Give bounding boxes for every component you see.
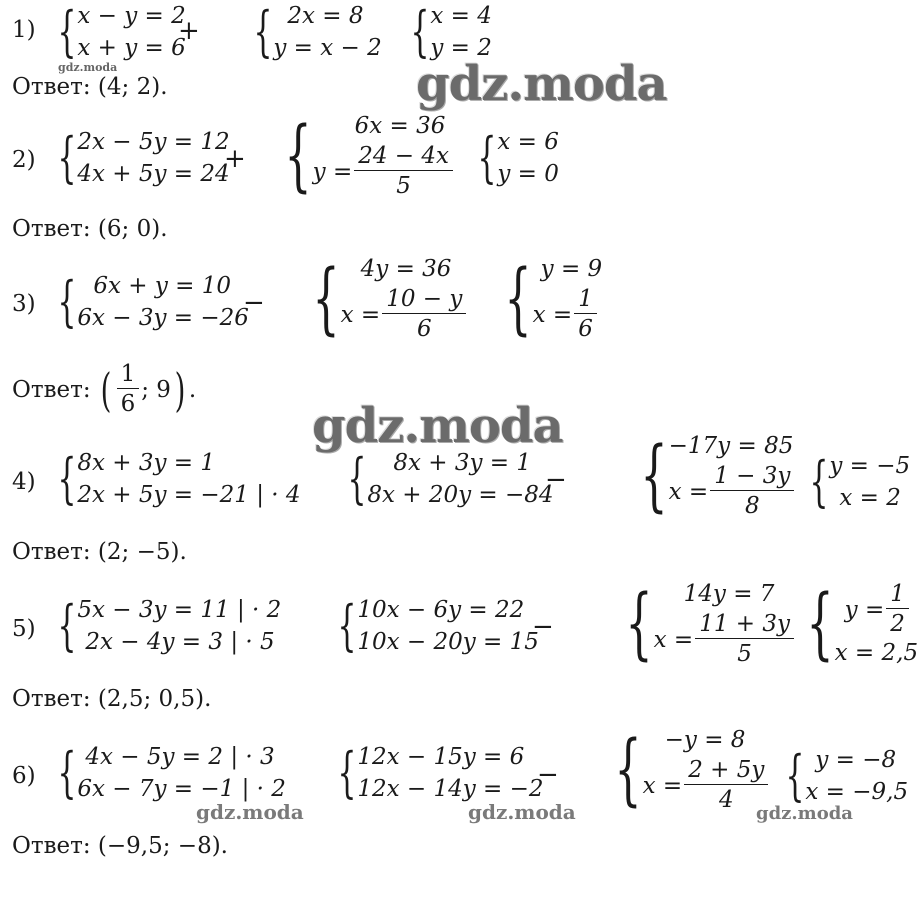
problem-2-system-3: { x = 6 y = 0 xyxy=(477,126,559,189)
denominator: 2 xyxy=(890,611,905,637)
equation: x − y = 2 xyxy=(77,3,186,29)
fraction xyxy=(574,285,597,344)
problem-4-answer: Ответ: (2; −5). xyxy=(12,539,187,565)
numerator: 2 + 5y xyxy=(684,756,768,785)
equation: 8x + 20y = −84 xyxy=(367,482,554,508)
operation-sign: + xyxy=(224,144,246,174)
equation: 4y = 36 xyxy=(360,256,452,282)
fraction xyxy=(695,610,794,669)
problem-2-system-1: { 2x − 5y = 12 4x + 5y = 24 xyxy=(57,126,230,189)
equation-left: y = xyxy=(312,158,353,185)
equation-fraction-line xyxy=(835,580,918,639)
equation: 2x = 8 xyxy=(287,3,364,29)
equation-fraction-line xyxy=(533,285,603,344)
denominator: 6 xyxy=(416,316,432,342)
equation: 2x − 4y = 3 | · 5 xyxy=(85,629,275,655)
answer-label: Ответ: xyxy=(12,376,91,403)
watermark: gdz.moda xyxy=(196,800,304,824)
equation: −y = 8 xyxy=(664,727,746,753)
equation: x = 2 xyxy=(839,485,901,511)
problem-3-system-3: { y = 9 x = $\frac{1}{6}$ xyxy=(504,253,603,344)
problem-6-system-4: { y = −8 x = −9,5 xyxy=(785,744,909,807)
problem-6-system-1: { 4x − 5y = 2 | · 3 6x − 7y = −1 | · 2 xyxy=(57,741,286,804)
equation: 6x − 3y = −26 xyxy=(77,305,249,331)
fraction xyxy=(382,285,466,344)
fraction xyxy=(886,580,909,639)
equation: 4x + 5y = 24 xyxy=(77,161,230,187)
problem-6-answer: Ответ: (−9,5; −8). xyxy=(12,833,228,859)
equation: 6x − 7y = −1 | · 2 xyxy=(77,776,286,802)
watermark: gdz.moda xyxy=(58,61,118,74)
problem-5-system-2: { 10x − 6y = 22 10x − 20y = 15 xyxy=(337,594,539,657)
equation: y = 9 xyxy=(540,256,603,282)
answer-end: . xyxy=(188,376,197,403)
equation-fraction-line xyxy=(654,610,796,669)
equation: x = −9,5 xyxy=(805,779,909,805)
equation: x = 4 xyxy=(430,3,492,29)
problem-4-system-3: { −17y = 85 x = $\frac{1 - 3y}{8}$ xyxy=(618,430,796,521)
equation: 2x − 5y = 12 xyxy=(77,129,230,155)
operation-sign: − xyxy=(545,465,567,495)
equation: −17y = 85 xyxy=(668,433,794,459)
problem-4-system-2: { 8x + 3y = 1 8x + 20y = −84 xyxy=(347,447,554,510)
problem-1-number: 1) xyxy=(12,17,36,43)
problem-6-system-3: { −y = 8 x = $\frac{2 + 5y}{4}$ xyxy=(592,724,770,815)
denominator: 6 xyxy=(578,316,593,342)
problem-1-answer: Ответ: (4; 2). xyxy=(12,74,168,100)
denominator: 5 xyxy=(737,641,752,667)
equation-fraction-line xyxy=(341,285,469,344)
numerator: 1 xyxy=(886,580,909,609)
equation: 8x + 3y = 1 xyxy=(77,450,216,476)
equation: x + y = 6 xyxy=(77,35,186,61)
denominator: 4 xyxy=(718,787,734,813)
equation: y = 2 xyxy=(430,35,492,61)
fraction xyxy=(117,360,140,419)
problem-5-answer: Ответ: (2,5; 0,5). xyxy=(12,686,212,712)
equation-left: x = xyxy=(532,301,573,328)
equation: x = 2,5 xyxy=(834,640,918,666)
problem-4-system-4: { y = −5 x = 2 xyxy=(809,450,911,513)
equation: 6x + y = 10 xyxy=(93,273,232,299)
problem-1-system-2: { 2x = 8 y = x − 2 xyxy=(253,0,382,63)
problem-3-answer: Ответ: ( $\frac{1}{6}$ ; 9 ) . xyxy=(12,361,197,417)
equation-left: x = xyxy=(668,478,709,505)
equation: 5x − 3y = 11 | · 2 xyxy=(77,597,282,623)
equation: 10x − 20y = 15 xyxy=(357,629,539,655)
problem-4-number: 4) xyxy=(12,469,36,495)
numerator: 1 xyxy=(574,285,597,314)
answer-value: ; 9 xyxy=(141,376,171,403)
watermark-logo: gdz.moda xyxy=(312,398,563,454)
numerator: 24 − 4x xyxy=(354,142,453,171)
equation: y = −5 xyxy=(829,453,911,479)
denominator: 5 xyxy=(396,173,411,199)
equation: y = x − 2 xyxy=(273,35,382,61)
numerator: 10 − y xyxy=(382,285,466,314)
equation-fraction-line xyxy=(669,462,797,521)
operation-sign: − xyxy=(532,612,554,642)
problem-5-system-1: { 5x − 3y = 11 | · 2 2x − 4y = 3 | · 5 xyxy=(57,594,282,657)
equation: 8x + 3y = 1 xyxy=(393,450,532,476)
problem-2-system-2: { 6x = 36 y = $\frac{24 - 4x}{5}$ xyxy=(262,110,455,201)
denominator: 6 xyxy=(120,391,136,417)
operation-sign: − xyxy=(537,760,559,790)
operation-sign: + xyxy=(178,16,200,46)
problem-5-system-4: { y = $\frac{1}{2}$ x = 2,5 xyxy=(806,578,918,669)
numerator: 1 xyxy=(117,360,140,389)
watermark: gdz.moda xyxy=(756,803,853,824)
equation-left: x = xyxy=(642,772,683,799)
equation: y = 0 xyxy=(497,161,559,187)
equation-fraction-line xyxy=(313,142,455,201)
equation: 12x − 15y = 6 xyxy=(357,744,525,770)
problem-3-system-1: { 6x + y = 10 6x − 3y = −26 xyxy=(57,270,249,333)
operation-sign: − xyxy=(243,288,265,318)
problem-6-system-2: { 12x − 15y = 6 12x − 14y = −2 xyxy=(337,741,544,804)
equation: 14y = 7 xyxy=(683,581,775,607)
numerator: 11 + 3y xyxy=(695,610,794,639)
problem-2-number: 2) xyxy=(12,147,36,173)
equation: 2x + 5y = −21 | · 4 xyxy=(77,482,301,508)
equation: y = −8 xyxy=(815,747,897,773)
watermark: gdz.moda xyxy=(468,800,576,824)
equation: 10x − 6y = 22 xyxy=(357,597,525,623)
denominator: 8 xyxy=(744,493,760,519)
problem-5-number: 5) xyxy=(12,616,36,642)
problem-3-number: 3) xyxy=(12,291,36,317)
watermark-logo: gdz.moda xyxy=(416,56,667,112)
problem-6-number: 6) xyxy=(12,763,36,789)
equation-fraction-line xyxy=(643,756,771,815)
equation-left: y = xyxy=(844,596,885,623)
problem-3-system-2: { 4y = 36 x = $\frac{10 - y}{6}$ xyxy=(290,253,468,344)
equation: 6x = 36 xyxy=(354,113,446,139)
fraction xyxy=(354,142,453,201)
problem-1-system-3: { x = 4 y = 2 xyxy=(410,0,492,63)
equation: x = 6 xyxy=(497,129,559,155)
problem-1-system-1: { x − y = 2 x + y = 6 xyxy=(57,0,186,63)
equation-left: x = xyxy=(653,626,694,653)
equation: 4x − 5y = 2 | · 3 xyxy=(85,744,275,770)
equation-left: x = xyxy=(340,301,381,328)
problem-5-system-3: { 14y = 7 x = $\frac{11 + 3y}{5}$ xyxy=(603,578,796,669)
problem-2-answer: Ответ: (6; 0). xyxy=(12,216,168,242)
fraction xyxy=(710,462,794,521)
problem-4-system-1: { 8x + 3y = 1 2x + 5y = −21 | · 4 xyxy=(57,447,301,510)
numerator: 1 − 3y xyxy=(710,462,794,491)
equation: 12x − 14y = −2 xyxy=(357,776,544,802)
